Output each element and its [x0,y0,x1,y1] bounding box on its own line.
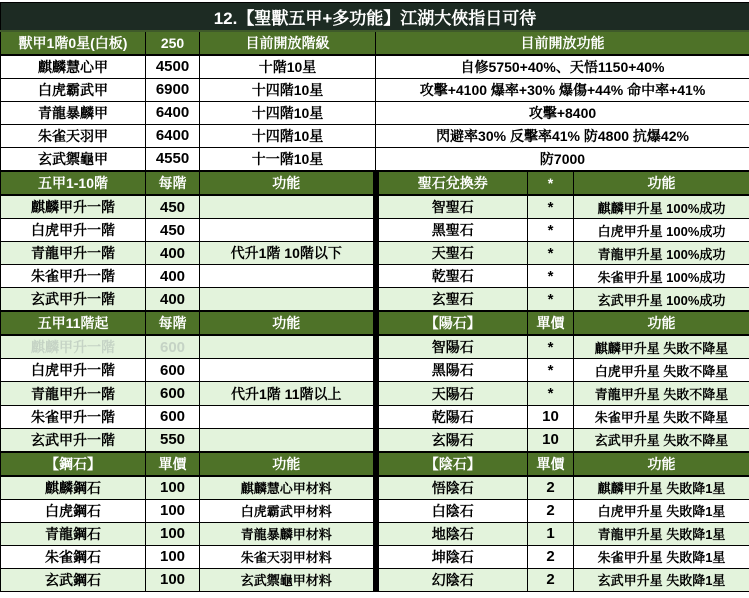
table-row [1,101,749,124]
price-cell: 2 [528,476,574,500]
stone-name-cell: 玄聖石 [376,288,528,312]
sec1-header-open-stage: 目前開放階級 [200,31,376,55]
sec3-header-price: 單價 [528,311,574,335]
cost-cell: 400 [146,288,200,312]
material-cell: 青龍暴麟甲材料 [200,522,376,545]
function-cell [200,335,376,359]
table-row [1,55,749,79]
stone-name-cell: 天聖石 [376,242,528,265]
material-cell: 朱雀天羽甲材料 [200,545,376,568]
table-row [1,428,749,452]
upgrade-name-cell: 朱雀甲升一階 [1,405,146,428]
sec3-header-left-function: 功能 [200,311,376,335]
yin-stone-name-cell: 悟陰石 [376,476,528,500]
armor-name-cell: 麒麟慧心甲 [1,55,146,79]
cost-cell: 450 [146,219,200,242]
price-cell: * [528,335,574,359]
upgrade-name-cell: 麒麟甲升一階 [1,335,146,359]
function-cell [200,219,376,242]
function-cell: 代升1階 10階以下 [200,242,376,265]
price-cell: * [528,359,574,382]
effect-cell: 白虎甲升星 失敗不降星 [574,359,749,382]
cost-cell: 4500 [146,55,200,79]
cost-cell: 600 [146,382,200,405]
yin-stone-name-cell: 地陰石 [376,522,528,545]
table-row [1,335,749,359]
stone-name-cell: 乾聖石 [376,265,528,288]
yin-stone-name-cell: 坤陰石 [376,545,528,568]
page-title: 12.【聖獸五甲+多功能】江湖大俠指日可待 [1,3,749,31]
cost-cell: 6900 [146,78,200,101]
price-cell: 2 [528,545,574,568]
sec2-header-price: * [528,171,574,195]
table-row [1,382,749,405]
effect-cell: 麒麟甲升星 100%成功 [574,195,749,219]
function-cell [200,359,376,382]
price-cell: 10 [528,405,574,428]
effect-cell: 白虎甲升星 失敗降1星 [574,499,749,522]
cost-cell: 400 [146,242,200,265]
effect-cell: 青龍甲升星 失敗降1星 [574,522,749,545]
function-cell [200,288,376,312]
table-row [1,476,749,500]
stage-cell: 十四階10星 [200,101,376,124]
effect-cell: 朱雀甲升星 100%成功 [574,265,749,288]
table-row [1,219,749,242]
effect-cell: 青龍甲升星 失敗不降星 [574,382,749,405]
cost-cell: 450 [146,195,200,219]
cost-cell: 6400 [146,101,200,124]
upgrade-name-cell: 玄武甲升一階 [1,288,146,312]
function-cell: 代升1階 11階以上 [200,382,376,405]
effect-cell: 朱雀甲升星 失敗降1星 [574,545,749,568]
sec4-header-right-function: 功能 [574,452,749,476]
yin-stone-name-cell: 白陰石 [376,499,528,522]
steel-stone-name-cell: 玄武鋼石 [1,568,146,591]
effect-cell: 閃避率30% 反擊率41% 防4800 抗爆42% [376,124,749,147]
stone-name-cell: 智陽石 [376,335,528,359]
effect-cell: 防7000 [376,147,749,171]
table-row [1,522,749,545]
table-row [1,265,749,288]
price-cell: * [528,382,574,405]
function-cell [200,405,376,428]
steel-stone-name-cell: 朱雀鋼石 [1,545,146,568]
stone-name-cell: 黑聖石 [376,219,528,242]
upgrade-name-cell: 白虎甲升一階 [1,219,146,242]
effect-cell: 攻擊+4100 爆率+30% 爆傷+44% 命中率+41% [376,78,749,101]
table-row [1,499,749,522]
upgrade-name-cell: 朱雀甲升一階 [1,265,146,288]
table-row [1,568,749,591]
effect-cell: 青龍甲升星 100%成功 [574,242,749,265]
effect-cell: 玄武甲升星 失敗降1星 [574,568,749,591]
upgrade-name-cell: 青龍甲升一階 [1,242,146,265]
function-cell [200,265,376,288]
steel-stone-name-cell: 麒麟鋼石 [1,476,146,500]
price-cell: * [528,288,574,312]
effect-cell: 自修5750+40%、天悟1150+40% [376,55,749,79]
armor-name-cell: 白虎霸武甲 [1,78,146,101]
effect-cell: 玄武甲升星 100%成功 [574,288,749,312]
table-row [1,78,749,101]
steel-stone-name-cell: 白虎鋼石 [1,499,146,522]
armor-name-cell: 青龍暴麟甲 [1,101,146,124]
cost-cell: 600 [146,359,200,382]
sec4-header-left-function: 功能 [200,452,376,476]
sec4-header-price-right: 單價 [528,452,574,476]
table-row [1,147,749,171]
sec1-header-base-cost: 250 [146,31,200,55]
upgrade-name-cell: 青龍甲升一階 [1,382,146,405]
price-cell: 100 [146,568,200,591]
stage-cell: 十一階10星 [200,147,376,171]
stage-cell: 十階10星 [200,55,376,79]
effect-cell: 麒麟甲升星 失敗降1星 [574,476,749,500]
cost-cell: 600 [146,335,200,359]
table-row [1,124,749,147]
price-cell: 100 [146,522,200,545]
price-cell: 10 [528,428,574,452]
sec2-header-stone-title: 聖石兌換券 [376,171,528,195]
steel-stone-name-cell: 青龍鋼石 [1,522,146,545]
effect-cell: 玄武甲升星 失敗不降星 [574,428,749,452]
sec4-header-left-title: 【鋼石】 [1,452,146,476]
sec1-header-open-function: 目前開放功能 [376,31,749,55]
cost-cell: 400 [146,265,200,288]
effect-cell: 白虎甲升星 100%成功 [574,219,749,242]
sec2-header-left-function: 功能 [200,171,376,195]
price-cell: * [528,219,574,242]
function-cell [200,195,376,219]
upgrade-name-cell: 玄武甲升一階 [1,428,146,452]
price-cell: 2 [528,499,574,522]
table-row [1,359,749,382]
stone-name-cell: 智聖石 [376,195,528,219]
price-cell: 1 [528,522,574,545]
cost-cell: 600 [146,405,200,428]
upgrade-name-cell: 麒麟甲升一階 [1,195,146,219]
table-row [1,288,749,312]
sec1-header-base-armor: 獸甲1階0星(白板) [1,31,146,55]
cost-cell: 6400 [146,124,200,147]
function-cell [200,428,376,452]
sec2-header-left-title: 五甲1-10階 [1,171,146,195]
effect-cell: 麒麟甲升星 失敗不降星 [574,335,749,359]
stage-cell: 十四階10星 [200,124,376,147]
holy-beast-armor-table [0,2,749,592]
cost-cell: 4550 [146,147,200,171]
price-cell: * [528,242,574,265]
material-cell: 白虎霸武甲材料 [200,499,376,522]
price-cell: 100 [146,499,200,522]
sec4-header-price-left: 單價 [146,452,200,476]
stone-name-cell: 乾陽石 [376,405,528,428]
material-cell: 玄武禦龜甲材料 [200,568,376,591]
armor-name-cell: 玄武禦龜甲 [1,147,146,171]
price-cell: * [528,265,574,288]
table-row [1,195,749,219]
stone-name-cell: 黑陽石 [376,359,528,382]
armor-name-cell: 朱雀天羽甲 [1,124,146,147]
price-cell: 100 [146,545,200,568]
stage-cell: 十四階10星 [200,78,376,101]
stone-name-cell: 玄陽石 [376,428,528,452]
sec3-header-stone-title: 【陽石】 [376,311,528,335]
price-cell: * [528,195,574,219]
effect-cell: 朱雀甲升星 失敗不降星 [574,405,749,428]
sec2-header-right-function: 功能 [574,171,749,195]
effect-cell: 攻擊+8400 [376,101,749,124]
material-cell: 麒麟慧心甲材料 [200,476,376,500]
table-row [1,405,749,428]
sec4-header-stone-title: 【陰石】 [376,452,528,476]
price-cell: 100 [146,476,200,500]
cost-cell: 550 [146,428,200,452]
table-row [1,545,749,568]
upgrade-name-cell: 白虎甲升一階 [1,359,146,382]
yin-stone-name-cell: 幻陰石 [376,568,528,591]
sec2-header-per-stage: 每階 [146,171,200,195]
sec3-header-per-stage: 每階 [146,311,200,335]
sec3-header-right-function: 功能 [574,311,749,335]
price-cell: 2 [528,568,574,591]
table-row [1,242,749,265]
sec3-header-left-title: 五甲11階起 [1,311,146,335]
stone-name-cell: 天陽石 [376,382,528,405]
